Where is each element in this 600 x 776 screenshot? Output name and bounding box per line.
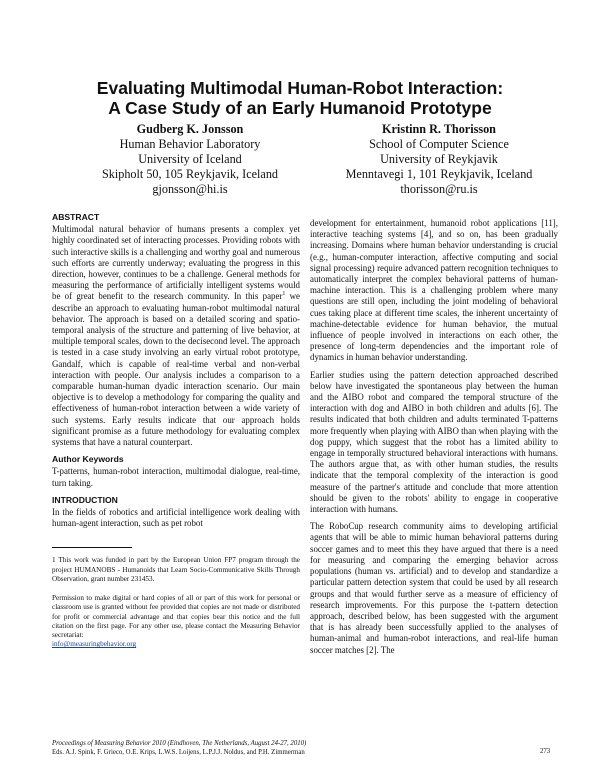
permission-notice [52, 594, 300, 649]
secretariat-email-link[interactable]: info@measuringbehavior.org [52, 640, 137, 649]
footnote-divider [52, 547, 132, 548]
body-paragraph: The RoboCup research community aims to developing artificial agents that will be able to mimic human behavioral patterns during soccer games and to meet this they have argued that there is a need for measuring and comparing the emerging behavior across populations (human vs. artificial) and to develop and standardize a particular pattern detection system that could be used by all research groups and that would further serve as a measure of efficiency of research improvements. For this purpose the t-pattern detection approach, described below, has been suggested with the argument that is has already been successfully applied to the analyses of human-animal and human-robot interactions, and real-life human soccer matches [2]. The [310, 521, 558, 655]
author-email[interactable]: thorisson@ru.is [400, 182, 478, 196]
proceedings-line: Proceedings of Measuring Behavior 2010 (Eindhoven, The Netherlands, August 24-27, 2010) [52, 740, 307, 747]
author-address: Skipholt 50, 105 Reykjavik, Iceland [101, 167, 279, 181]
author-1 [60, 122, 320, 197]
author-name: Gudberg K. Jonsson [136, 122, 244, 136]
right-column [310, 218, 558, 662]
body-paragraph: development for entertainment, humanoid robot applications [11], interactive teaching systems [4], and so on, has been gradually increasing. Domains where human behavior understanding is crucial (e.g., human-computer interaction, affective computing and social signal processing) require advanced pattern recognition techniques to automatically interpret the complex behavioral patterns of human-machine interaction. This is a challenging problem where many questions are still open, including the joint modeling of behavioral cues taking place at different time scales, the inherent uncertainty of machine-detectable evidence for human behavior, the mutual influence of people involved in interactions on each other, the presence of long-term dependencies and the important role of dynamics in human behavior understanding. [310, 218, 558, 363]
author-2 [309, 122, 569, 197]
page-number: 273 [540, 748, 551, 755]
introduction-text: In the fields of robotics and artificial intelligence work dealing with human-agent interaction, such as pet robot [52, 507, 300, 529]
abstract-text-part-2: we describe an approach to evaluating human-robot multimodal natural behavior. The approach is based on a detailed scoring and spatio-temporal analysis of the structure and patterning of live behavior, at multiple temporal scales, down to the decisecond level. The approach is tested in a case study involving an early virtual robot prototype, Gandalf, which is capable of real-time verbal and non-verbal interaction with people. Our analysis includes a comparison to a comparable human-human dyadic interaction scenario. Our main objective is to develop a methodology for comparing the quality and effectiveness of human-robot interaction between a wide variety of such systems. Early results indicate that our approach holds significant promise as a future methodology for evaluating complex systems that have a natural counterpart. [52, 291, 300, 448]
abstract-text [52, 224, 300, 448]
author-address: Menntavegi 1, 101 Reykjavik, Iceland [345, 167, 533, 181]
title-line-2: A Case Study of an Early Humanoid Prototype [108, 98, 492, 118]
title-line-1: Evaluating Multimodal Human-Robot Interaction: [96, 78, 504, 98]
page-footer [52, 739, 552, 757]
footnote-marker: 1 [282, 291, 286, 298]
permission-text: Permission to make digital or hard copies of all or part of this work for personal or classroom use is granted without fee provided that copies are not made or distributed for profit or commercial advantage and that copies bear this notice and the full citation on the first page. For any other use, please contact the Measuring Behavior secretariat: [52, 594, 300, 639]
author-name: Kristinn R. Thorisson [382, 122, 496, 136]
author-affiliation: School of Computer Science [369, 137, 509, 151]
left-column [52, 212, 300, 659]
author-institution: University of Reykjavik [380, 152, 498, 166]
keywords-text: T-patterns, human-robot interaction, multimodal dialogue, real-time, turn taking. [52, 466, 300, 488]
editors-line: Eds. A.J. Spink, F. Grieco, O.E. Krips, L.W.S. Loijens, L.P.J.J. Noldus, and P.H. Zimmerman [52, 749, 305, 756]
abstract-heading: ABSTRACT [52, 212, 100, 222]
author-affiliation: Human Behavior Laboratory [119, 137, 261, 151]
author-institution: University of Iceland [138, 152, 242, 166]
author-email[interactable]: gjonsson@hi.is [152, 182, 228, 196]
paper-title [40, 78, 560, 118]
abstract-text-part-1: Multimodal natural behavior of humans presents a complex yet highly coordinated set of interacting processes. Providing robots with such interactive skills is a challenging and worthy goal and numerous such efforts are currently underway; evaluating the progress in this direction, however, continues to be a challenge. General methods for measuring the performance of artificially intelligent systems would be of great benefit to the research community. In this paper [52, 224, 300, 302]
introduction-heading: INTRODUCTION [52, 494, 118, 505]
funding-footnote: 1 This work was funded in part by the European Union FP7 program through the project HUMANOBS - Humanoids that Learn Socio-Communicative Skills Through Observation, grant number 231453. [52, 556, 300, 583]
body-paragraph: Earlier studies using the pattern detection approached described below have investigated the spontaneous play between the human and the AIBO robot and compared the temporal structure of the interaction with dog and AIBO in both children and adults [6]. The results indicated that both children and adults terminated T-patterns more frequently when playing with AIBO than when playing with the dog puppy, which suggest that the robot has a limited ability to engage in temporally structured behavioral interactions with humans. The authors argue that, as with other human studies, the results indicate that the temporal complexity of the interaction is good measure of the partner's attitude and conclude that more attention should be given to the robots' ability to engage in cooperative interaction with humans. [310, 369, 558, 515]
keywords-heading: Author Keywords [52, 454, 124, 465]
